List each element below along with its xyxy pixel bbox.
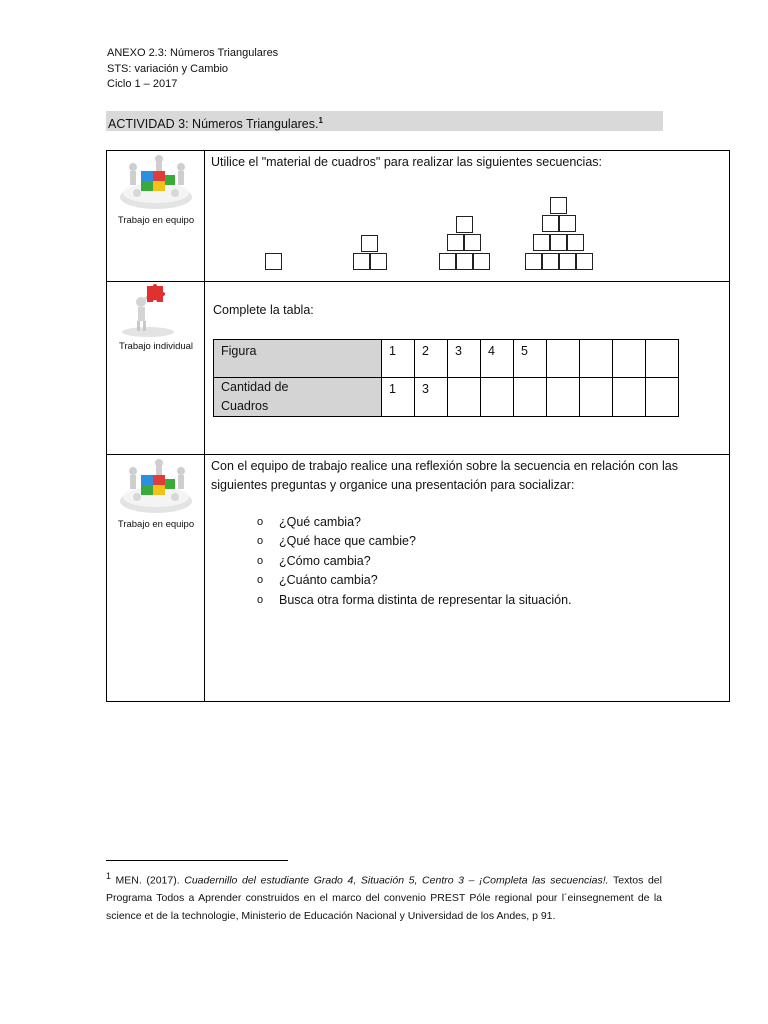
- cuadros-row: [214, 378, 679, 417]
- square: [353, 253, 370, 270]
- role-label: Trabajo en equipo: [117, 215, 195, 226]
- square: [533, 234, 550, 251]
- square: [370, 253, 387, 270]
- square: [456, 253, 473, 270]
- question-text: ¿Qué hace que cambie?: [279, 534, 416, 549]
- cuadros-cell[interactable]: [580, 378, 613, 417]
- row-sequences: [107, 151, 729, 282]
- document-header: [107, 46, 278, 93]
- footnote-separator: [106, 860, 288, 861]
- square: [439, 253, 456, 270]
- square: [473, 253, 490, 270]
- square: [542, 253, 559, 270]
- person-puzzle-icon: [117, 284, 179, 343]
- figura-cell[interactable]: [580, 340, 613, 378]
- cuadros-label-line1: Cantidad de: [221, 380, 289, 394]
- questions-list: [257, 513, 572, 610]
- bullet-icon: o: [257, 593, 264, 606]
- activity-title-bar: [106, 111, 663, 131]
- activity-table: [106, 150, 730, 702]
- bullet-icon: o: [257, 535, 264, 548]
- question-item: [257, 591, 572, 610]
- table-cell: [205, 282, 729, 454]
- role-cell: [107, 151, 205, 281]
- bullet-icon: o: [257, 516, 264, 528]
- square: [559, 215, 576, 232]
- role-cell: [107, 455, 205, 701]
- square: [265, 253, 282, 270]
- question-text: ¿Qué cambia?: [279, 515, 361, 529]
- row-tick-mark: [106, 281, 111, 282]
- figura-label: Figura: [214, 340, 382, 378]
- cuadros-cell[interactable]: 1: [382, 378, 415, 417]
- figura-cell[interactable]: 3: [448, 340, 481, 378]
- square: [542, 215, 559, 232]
- figura-cell[interactable]: 2: [415, 340, 448, 378]
- row-reflection: [107, 455, 729, 701]
- square: [447, 234, 464, 251]
- question-text: ¿Cuánto cambia?: [279, 573, 378, 588]
- question-item: [257, 571, 572, 590]
- cuadros-cell[interactable]: [481, 378, 514, 417]
- square: [576, 253, 593, 270]
- cuadros-label-line2: Cuadros: [221, 399, 269, 413]
- figura-row: [214, 340, 679, 378]
- reflection-cell: [205, 455, 729, 701]
- square: [464, 234, 481, 251]
- sequence-cell: [205, 151, 729, 281]
- role-label: Trabajo individual: [118, 341, 194, 352]
- square: [361, 235, 378, 252]
- footnote-ref: 1: [318, 116, 323, 125]
- footnote-italic: Cuadernillo del estudiante Grado 4, Situación 5, Centro 3 – ¡Completa las secuencias!.: [184, 874, 609, 887]
- activity-title: ACTIVIDAD 3: Números Triangulares.: [108, 117, 319, 132]
- figura-cell[interactable]: [646, 340, 679, 378]
- row-complete-table: [107, 282, 729, 455]
- cuadros-cell[interactable]: [514, 378, 547, 417]
- footnote-part1: MEN. (2017).: [110, 874, 185, 887]
- square: [456, 216, 473, 233]
- cuadros-cell[interactable]: [547, 378, 580, 417]
- bullet-icon: o: [257, 574, 264, 587]
- header-cycle: Ciclo 1 – 2017: [107, 78, 178, 90]
- role-label: Trabajo en equipo: [117, 519, 195, 530]
- question-item: [257, 552, 572, 571]
- cuadros-cell[interactable]: [448, 378, 481, 417]
- figura-cell[interactable]: 5: [514, 340, 547, 378]
- figura-cell[interactable]: [547, 340, 580, 378]
- header-annex: ANEXO 2.3: Números Triangulares: [107, 47, 279, 59]
- team-puzzle-icon: [119, 457, 193, 520]
- cuadros-cell[interactable]: 3: [415, 378, 448, 417]
- role-cell: [107, 282, 205, 454]
- table-instruction: Complete la tabla:: [213, 303, 314, 317]
- footnote: [106, 868, 662, 925]
- square: [550, 234, 567, 251]
- square: [550, 197, 567, 214]
- figura-cell[interactable]: 4: [481, 340, 514, 378]
- team-puzzle-icon: [119, 153, 193, 216]
- question-item: [257, 532, 572, 551]
- header-sts: STS: variación y Cambio: [107, 62, 229, 75]
- figura-cell[interactable]: [613, 340, 646, 378]
- figura-cell[interactable]: 1: [382, 340, 415, 378]
- question-text: Busca otra forma distinta de representar la situación.: [279, 592, 572, 607]
- reflection-instruction: Con el equipo de trabajo realice una reflexión sobre la secuencia en relación con las siguientes preguntas y organice una presentación para socializar:: [211, 459, 678, 492]
- cuadros-label: [214, 378, 382, 417]
- square: [567, 234, 584, 251]
- question-item: [257, 513, 572, 532]
- sequence-instruction: Utilice el "material de cuadros" para realizar las siguientes secuencias:: [211, 155, 603, 169]
- figures-table: [213, 339, 679, 417]
- cuadros-cell[interactable]: [613, 378, 646, 417]
- bullet-icon: o: [257, 554, 264, 567]
- footnote-part2: Textos del Programa Todos a Aprender construidos en el marco del convenio PREST Póle regional pour l´einsegnement de la science et de la technologie, Ministerio de Educación Nacional y Universidad de los Andes, p 91.: [106, 874, 662, 922]
- cuadros-cell[interactable]: [646, 378, 679, 417]
- footnote-marker: 1: [106, 871, 111, 881]
- square: [525, 253, 542, 270]
- question-text: ¿Cómo cambia?: [279, 553, 371, 568]
- square: [559, 253, 576, 270]
